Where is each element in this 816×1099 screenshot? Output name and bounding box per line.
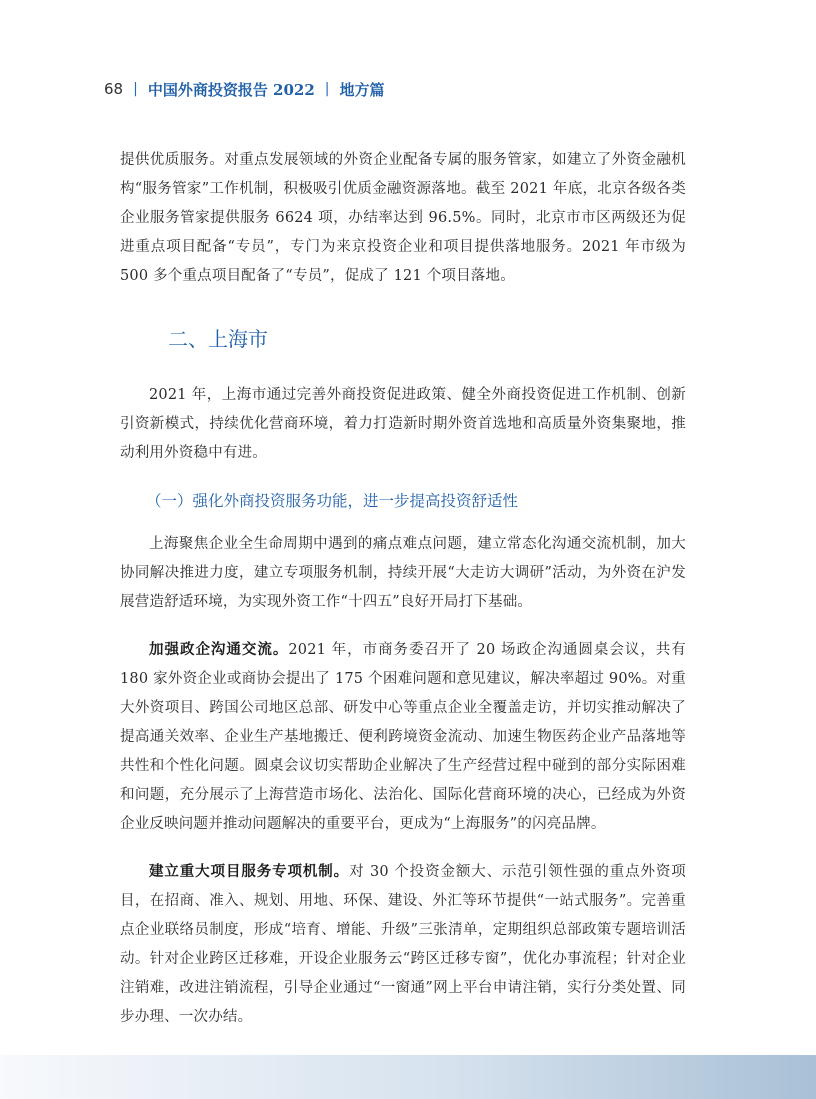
policy-paragraph-communication [120,635,686,839]
page-body [120,146,686,1032]
shanghai-intro-paragraph: 2021 年，上海市通过完善外商投资促进政策、健全外商投资促进工作机制、创新引资新模式，持续优化营商环境，着力打造新时期外资首选地和高质量外资集聚地，推动利用外资稳中有进。 [120,387,686,461]
book-title: 中国外商投资报告 2022 [147,80,315,99]
header-separator: | [324,81,330,97]
subsection-heading: （一）强化外商投资服务功能，进一步提高投资舒适性 [146,492,519,510]
section-tag: 地方篇 [339,80,385,99]
paragraph-text: 对 30 个投资金额大、示范引领性强的重点外资项目，在招商、准入、规划、用地、环保、建设、外汇等环节提供“一站式服务”。完善重点企业联络员制度，形成“培育、增能、升级”三张清单，定期组织总部政策专题培训活动。针对企业跨区迁移难，开设企业服务云“跨区迁移专窗”，优化办事流程；针对企业注销难，改进注销流程，引导企业通过“一窗通”网上平台申请注销，实行分类处置、同步办理、一次办结。 [120,864,686,1025]
subsection-paragraph: 上海聚焦企业全生命周期中遇到的痛点难点问题，建立常态化沟通交流机制，加大协同解决推进力度，建立专项服务机制，持续开展“大走访大调研”活动，为外资在沪发展营造舒适环境，为实现外资工作“十四五”良好开局打下基础。 [120,536,686,610]
intro-paragraph: 提供优质服务。对重点发展领域的外资企业配备专属的服务管家，如建立了外资金融机构“服务管家”工作机制，积极吸引优质金融资源落地。截至 2021 年底，北京各级各类企业服务管家提供服务 6624 项，办结率达到 96.5%。同时，北京市市区两级还为促进重点项目配备“专员”，专门为来京投资企业和项目提供落地服务。2021 年市级为 500 多个重点项目配备了“专员”，促成了 121 个项目落地。 [120,152,686,284]
policy-paragraph-projects [120,857,686,1032]
page-number: 68 [104,80,124,98]
paragraph-text: 2021 年，市商务委召开了 20 场政企沟通圆桌会议，共有 180 家外资企业或商协会提出了 175 个困难问题和意见建议，解决率超过 90%。对重大外资项目、跨国公司地区总部、研发中心等重点企业全覆盖走访，并切实推动解决了提高通关效率、企业生产基地搬迁、便利跨境资金流动、加速生物医药企业产品落地等共性和个性化问题。圆桌会议切实帮助企业解决了生产经营过程中碰到的部分实际困难和问题，充分展示了上海营造市场化、法治化、国际化营商环境的决心，已经成为外资企业反映问题并推动问题解决的重要平台，更成为“上海服务”的闪亮品牌。 [120,642,686,832]
running-header [104,78,385,100]
paragraph-lead: 加强政企沟通交流。 [149,641,289,658]
paragraph-lead: 建立重大项目服务专项机制。 [149,863,350,880]
footer-decoration [0,1055,816,1099]
section-heading: 二、上海市 [168,327,268,351]
header-separator: | [133,81,138,97]
